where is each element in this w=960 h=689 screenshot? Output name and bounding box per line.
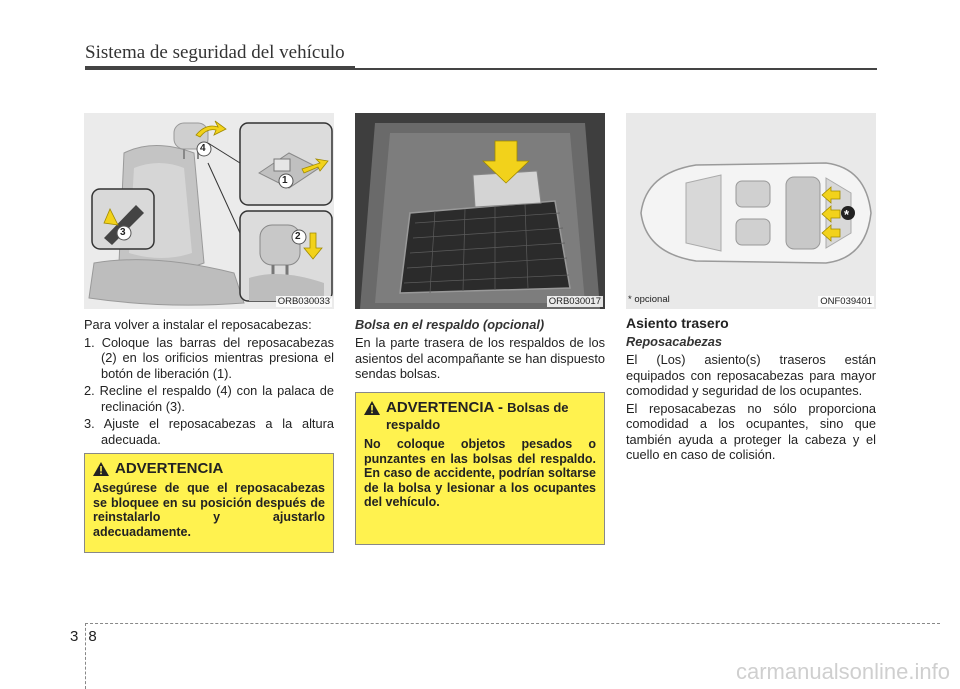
- callout-4: 4: [200, 143, 206, 154]
- pocket-text: En la parte trasera de los respaldos de los asientos del acompañante se han dispuesto sendas bolsas.: [355, 335, 605, 381]
- warning-box-headrest: [84, 453, 334, 553]
- figure-optional-note: * opcional: [628, 294, 670, 305]
- list-item: 1. Coloque las barras del reposacabezas (2) en los orificios mientras presiona el botón de liberación (1).: [84, 334, 334, 381]
- header-rule: [85, 66, 355, 70]
- optional-badge: *: [844, 207, 850, 222]
- rear-seat-title: Asiento trasero: [626, 315, 729, 331]
- car-topview-illustration: [626, 113, 876, 309]
- warning-title-text: ADVERTENCIA - Bolsas de respaldo: [386, 399, 569, 432]
- callout-1: 1: [282, 175, 288, 186]
- footer-rule: [85, 623, 940, 624]
- warning-text: Asegúrese de que el reposacabezas se bloquee en su posición después de reinstalarlo y ajustarlo adecuadamente.: [93, 481, 325, 539]
- figure-code: ORB030017: [548, 296, 601, 307]
- warning-title-text: ADVERTENCIA: [115, 460, 224, 477]
- page-header-title: Sistema de seguridad del vehículo: [85, 42, 345, 63]
- warning-text: No coloque objetos pesados o punzantes en las bolsas del respaldo. En caso de accidente, podrían soltarse de la bolsa y lesionar a los ocupantes del vehículo.: [364, 437, 596, 509]
- paragraph: El (Los) asiento(s) traseros están equipados con reposacabezas para mayor comodidad y seguridad de los ocupantes.: [626, 352, 876, 398]
- list-item: 2. Recline el respaldo (4) con la palaca de reclinación (3).: [84, 383, 334, 414]
- callout-2: 2: [295, 231, 301, 242]
- intro-text: Para volver a instalar el reposacabezas:: [84, 317, 312, 332]
- figure-code: ORB030033: [277, 296, 330, 307]
- headrest-subheading: Reposacabezas: [626, 334, 723, 349]
- list-item: 3. Ajuste el reposacabezas a la altura adecuada.: [84, 416, 334, 447]
- figure-headrest-install: [84, 113, 334, 309]
- paragraph: El reposacabezas no sólo proporciona comodidad a los ocupantes, sino que también ayuda a proteger la cabeza y el cuello en caso de colisión.: [626, 400, 876, 462]
- callout-3: 3: [120, 227, 126, 238]
- figure-code: ONF039401: [820, 296, 872, 307]
- steps-list: [84, 335, 334, 448]
- seatback-pocket-illustration: [355, 113, 605, 309]
- figure-rear-seat: [626, 113, 876, 309]
- figure-seatback-pocket: [355, 113, 605, 309]
- watermark: carmanualsonline.info: [735, 659, 950, 684]
- column-right: [626, 113, 876, 463]
- warning-triangle-icon: [364, 401, 380, 415]
- column-left: [84, 113, 334, 447]
- header-rule-thin: [355, 68, 877, 70]
- page-number: 38: [70, 628, 107, 645]
- column-middle: [355, 113, 605, 382]
- warning-box-pocket: [355, 392, 605, 545]
- warning-title: [93, 460, 325, 477]
- pocket-subheading: Bolsa en el respaldo (opcional): [355, 317, 545, 332]
- warning-title: [364, 399, 596, 433]
- warning-triangle-icon: [93, 462, 109, 476]
- headrest-seat-illustration: [84, 113, 334, 309]
